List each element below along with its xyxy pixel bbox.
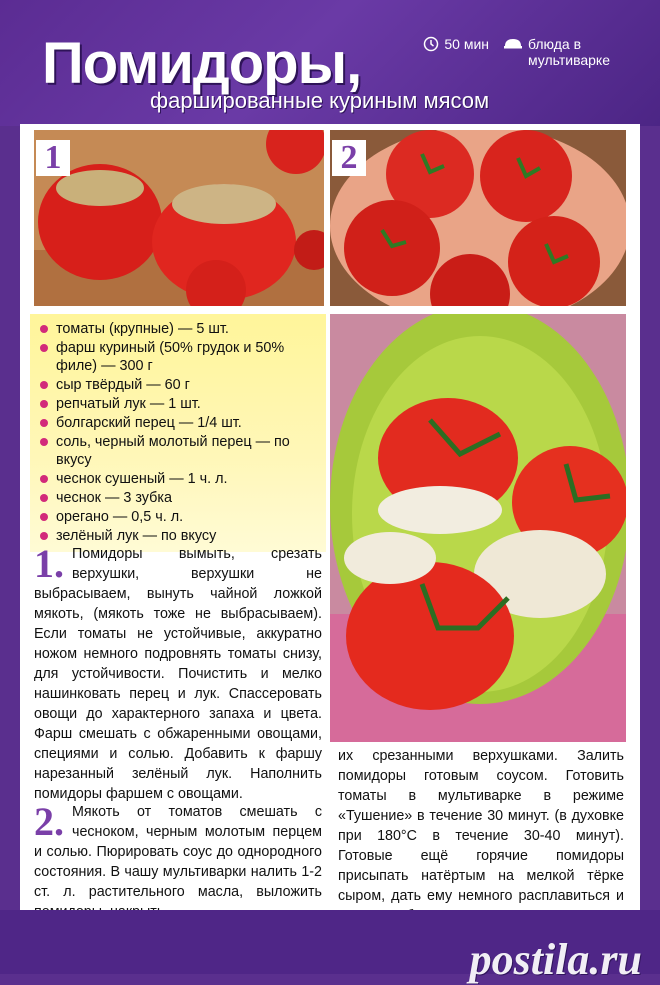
- ingredient-item: чеснок сушеный — 1 ч. л.: [34, 470, 322, 488]
- step2-block: [34, 799, 322, 922]
- finished-dish-photo: [330, 314, 626, 742]
- ingredient-item: зелёный лук — по вкусу: [34, 527, 322, 545]
- ingredients-list: [30, 314, 326, 552]
- step2-photo: [330, 130, 626, 306]
- site-watermark: postila.ru: [469, 935, 642, 984]
- ingredient-item: орегано — 0,5 ч. л.: [34, 508, 322, 526]
- step2-number: 2.: [34, 799, 64, 844]
- stuffed-tomatoes-image: [34, 130, 324, 306]
- ingredient-item: болгарский перец — 1/4 шт.: [34, 414, 322, 432]
- step1-block: [34, 541, 322, 804]
- ingredient-item: сыр твёрдый — 60 г: [34, 376, 322, 394]
- ingredient-item: фарш куриный (50% грудок и 50% филе) — 300 г: [34, 339, 322, 375]
- magazine-header: [0, 0, 660, 126]
- step1-photo-number: 1: [36, 140, 70, 176]
- ingredient-item: томаты (крупные) — 5 шт.: [34, 320, 322, 338]
- ingredient-item: соль, черный молотый перец — по вкусу: [34, 433, 322, 469]
- step1-photo: [34, 130, 324, 306]
- step2-continued: их срезанными верхушками. Залить помидоры готовым соусом. Готовить томаты в мультиварке в режиме «Тушение» в течение 30 минут. (в духовке при 180°С в течение 30-40 минут). Готовые ещё горячие помидоры присыпать натёртым на мелкой тёрке сыром, дать ему немного расплавиться и: [338, 748, 624, 904]
- tomatoes-in-sauce-image: [330, 130, 626, 306]
- multicooker-icon: [503, 36, 523, 50]
- recipe-meta: [423, 36, 620, 68]
- recipe-card: [20, 124, 640, 910]
- step1-text: Помидоры вымыть, срезать верхушки, верхушки не выбрасываем, вынуть чайной ложкой мякоть, (мякоть тоже не выбрасываем). Если томаты не устойчивые, аккуратно ножом немного подровнять томаты снизу, для устойчивости. Почистить и мелко нашинковать перец и лук. Спассеровать овощи до характерного запаха и цвета. Фарш смешать с обжаренными овощами, специями и солью. Добавить к фаршу нарезанный зелёный лук. Наполнить помидоры фаршем с овощами.: [34, 546, 322, 802]
- cook-time: [423, 36, 489, 68]
- step2-photo-number: 2: [332, 140, 366, 176]
- recipe-category-label: блюда в мультиварке: [528, 36, 610, 68]
- recipe-category: [503, 36, 620, 68]
- finished-dish-image: [330, 314, 626, 742]
- step2-text: Мякоть от томатов смешать с чесноком, черным молотым перцем и солью. Пюрировать соус до однородного состояния. В чашу мультиварки налить 1-2 ст. л. растительного масла, выложить: [34, 804, 322, 900]
- cook-time-value: 50 мин: [444, 36, 489, 52]
- ingredient-item: репчатый лук — 1 шт.: [34, 395, 322, 413]
- recipe-title: Помидоры,: [42, 31, 362, 96]
- step1-number: 1.: [34, 541, 64, 586]
- ingredient-item: чеснок — 3 зубка: [34, 489, 322, 507]
- clock-icon: [423, 36, 439, 52]
- recipe-subtitle: фаршированные куриным мясом: [150, 88, 490, 113]
